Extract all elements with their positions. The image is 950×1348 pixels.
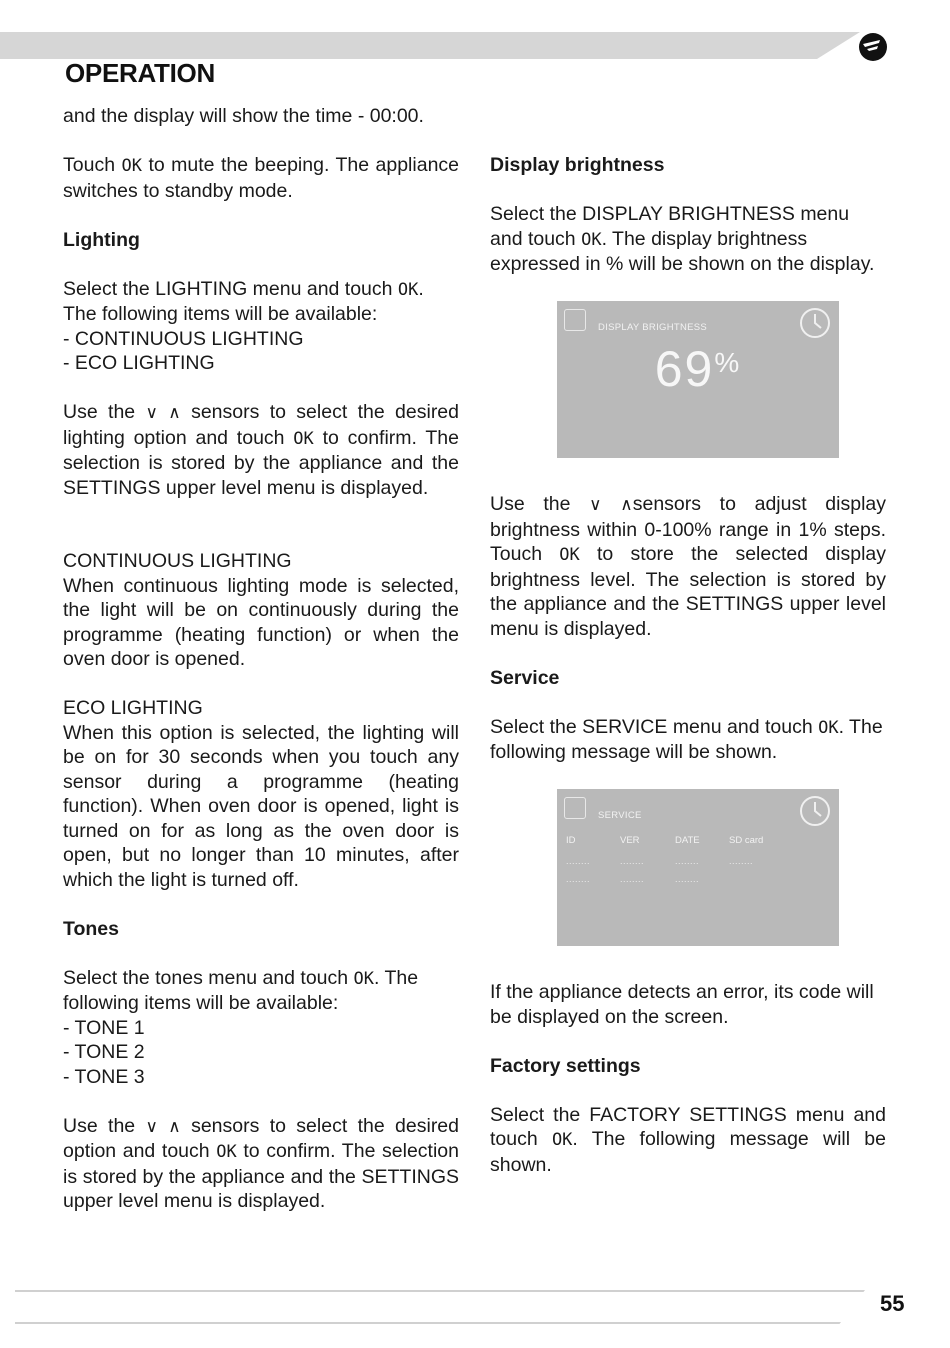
service-column-date: DATE [675,835,700,846]
mute-paragraph: Touch OK to mute the beeping. The appliance switches to standby mode. [63,154,460,202]
brightness-heading: Display brightness [490,154,665,176]
footer-band [15,1290,865,1324]
menu-square-icon [564,797,586,819]
lighting-paragraph: Select the LIGHTING menu and touch OK. The following items will be available: - CONTINUOUS LIGHTING - ECO LIGHTING [63,277,459,376]
lighting-use-paragraph: Use the ∨ ∧ sensors to select the desired lighting option and touch OK to confirm. The selection is stored by the appliance and the SETTINGS upper level menu is displayed. [63,401,459,499]
service-column-sdcard: SD card [729,835,764,846]
service-heading: Service [490,666,560,689]
screen-title: DISPLAY BRIGHTNESS [598,322,708,333]
brightness-use-paragraph: Use the ∨ ∧sensors to adjust display brightness within 0-100% range in 1% steps. Touch OK to store the selected display brightness level. The selection is stored by the appliance and the SETTINGS upper level menu is displayed. [490,493,887,640]
brightness-value: 69% [654,341,742,397]
list-item: - TONE 2 [63,1041,145,1063]
menu-square-icon [564,309,586,331]
ok-key-label: OK [293,428,314,449]
service-value: ........ [566,856,591,866]
page-number: 55 [880,1291,905,1316]
service-display-screen [557,789,839,946]
screen-title: SERVICE [598,810,642,821]
factory-heading: Factory settings [490,1054,641,1077]
chevron-down-icon: ∨ [589,495,602,515]
brand-logo-icon [858,32,888,62]
ok-key-label: OK [397,279,419,300]
service-value: ........ [729,856,754,866]
service-value: ........ [620,874,645,884]
ok-key-label: OK [353,968,375,989]
ok-key-label: OK [551,1130,573,1150]
factory-paragraph: Select the FACTORY SETTINGS menu and touch OK. The following message will be shown. [490,1103,886,1176]
continuous-paragraph: CONTINUOUS LIGHTING When continuous lighting mode is selected, the light will be on continuously during the programme (heating function) or when the oven door is opened. [63,550,459,670]
tones-paragraph: Select the tones menu and touch OK. The following items will be available: - TONE 1 - TONE 2 - TONE 3 [63,966,459,1090]
ok-key-label: OK [818,717,839,738]
list-item: - TONE 1 [63,1016,145,1039]
ok-key-label: OK [216,1142,237,1162]
tones-use-paragraph: Use the ∨ ∧ sensors to select the desired option and touch OK to confirm. The selection is stored by the appliance and the SETTINGS upper level menu is displayed. [63,1114,459,1212]
brightness-display-screen [557,301,839,458]
error-paragraph: If the appliance detects an error, its code will be displayed on the screen. [490,981,874,1028]
chevron-up-icon: ∧ [620,495,633,515]
intro-text: and the display will show the time - 00:00. [63,105,424,127]
clock-icon [799,795,831,827]
list-item: - CONTINUOUS LIGHTING [63,327,304,350]
ok-key-label: OK [581,229,602,250]
list-item: - ECO LIGHTING [63,352,215,374]
header-band [0,32,860,59]
chevron-down-icon: ∨ [145,403,158,423]
ok-key-label: OK [559,545,580,565]
brightness-paragraph: Select the DISPLAY BRIGHTNESS menu and touch OK. The display brightness expressed in % will be shown on the display. [490,203,875,275]
service-value: ........ [675,874,700,884]
service-paragraph: Select the SERVICE menu and touch OK. The following message will be shown. [490,715,883,763]
service-value: ........ [620,856,645,866]
continuous-title: CONTINUOUS LIGHTING [63,550,292,572]
eco-paragraph: ECO LIGHTING When this option is selected, the lighting will be on for 30 seconds when you touch any sensor during a programme (heating function). When oven door is opened, light is turned on for as long as the oven door is open, but no longer than 10 minutes, after which the light is turned off. [63,697,459,891]
chevron-down-icon: ∨ [145,1116,158,1137]
service-column-id: ID [566,835,576,846]
service-value: ........ [566,874,591,884]
right-column [490,153,886,1202]
ok-key-label: OK [121,156,142,176]
service-value: ........ [675,856,700,866]
service-column-ver: VER [620,835,640,846]
eco-title: ECO LIGHTING [63,697,203,719]
lighting-heading: Lighting [63,228,140,251]
percent-sign: % [714,347,742,378]
tones-heading: Tones [63,917,119,940]
left-column [63,104,459,1238]
list-item: - TONE 3 [63,1065,145,1088]
chevron-up-icon: ∧ [168,403,181,423]
clock-icon [799,307,831,339]
page-title: OPERATION [65,58,215,88]
chevron-up-icon: ∧ [168,1116,181,1137]
